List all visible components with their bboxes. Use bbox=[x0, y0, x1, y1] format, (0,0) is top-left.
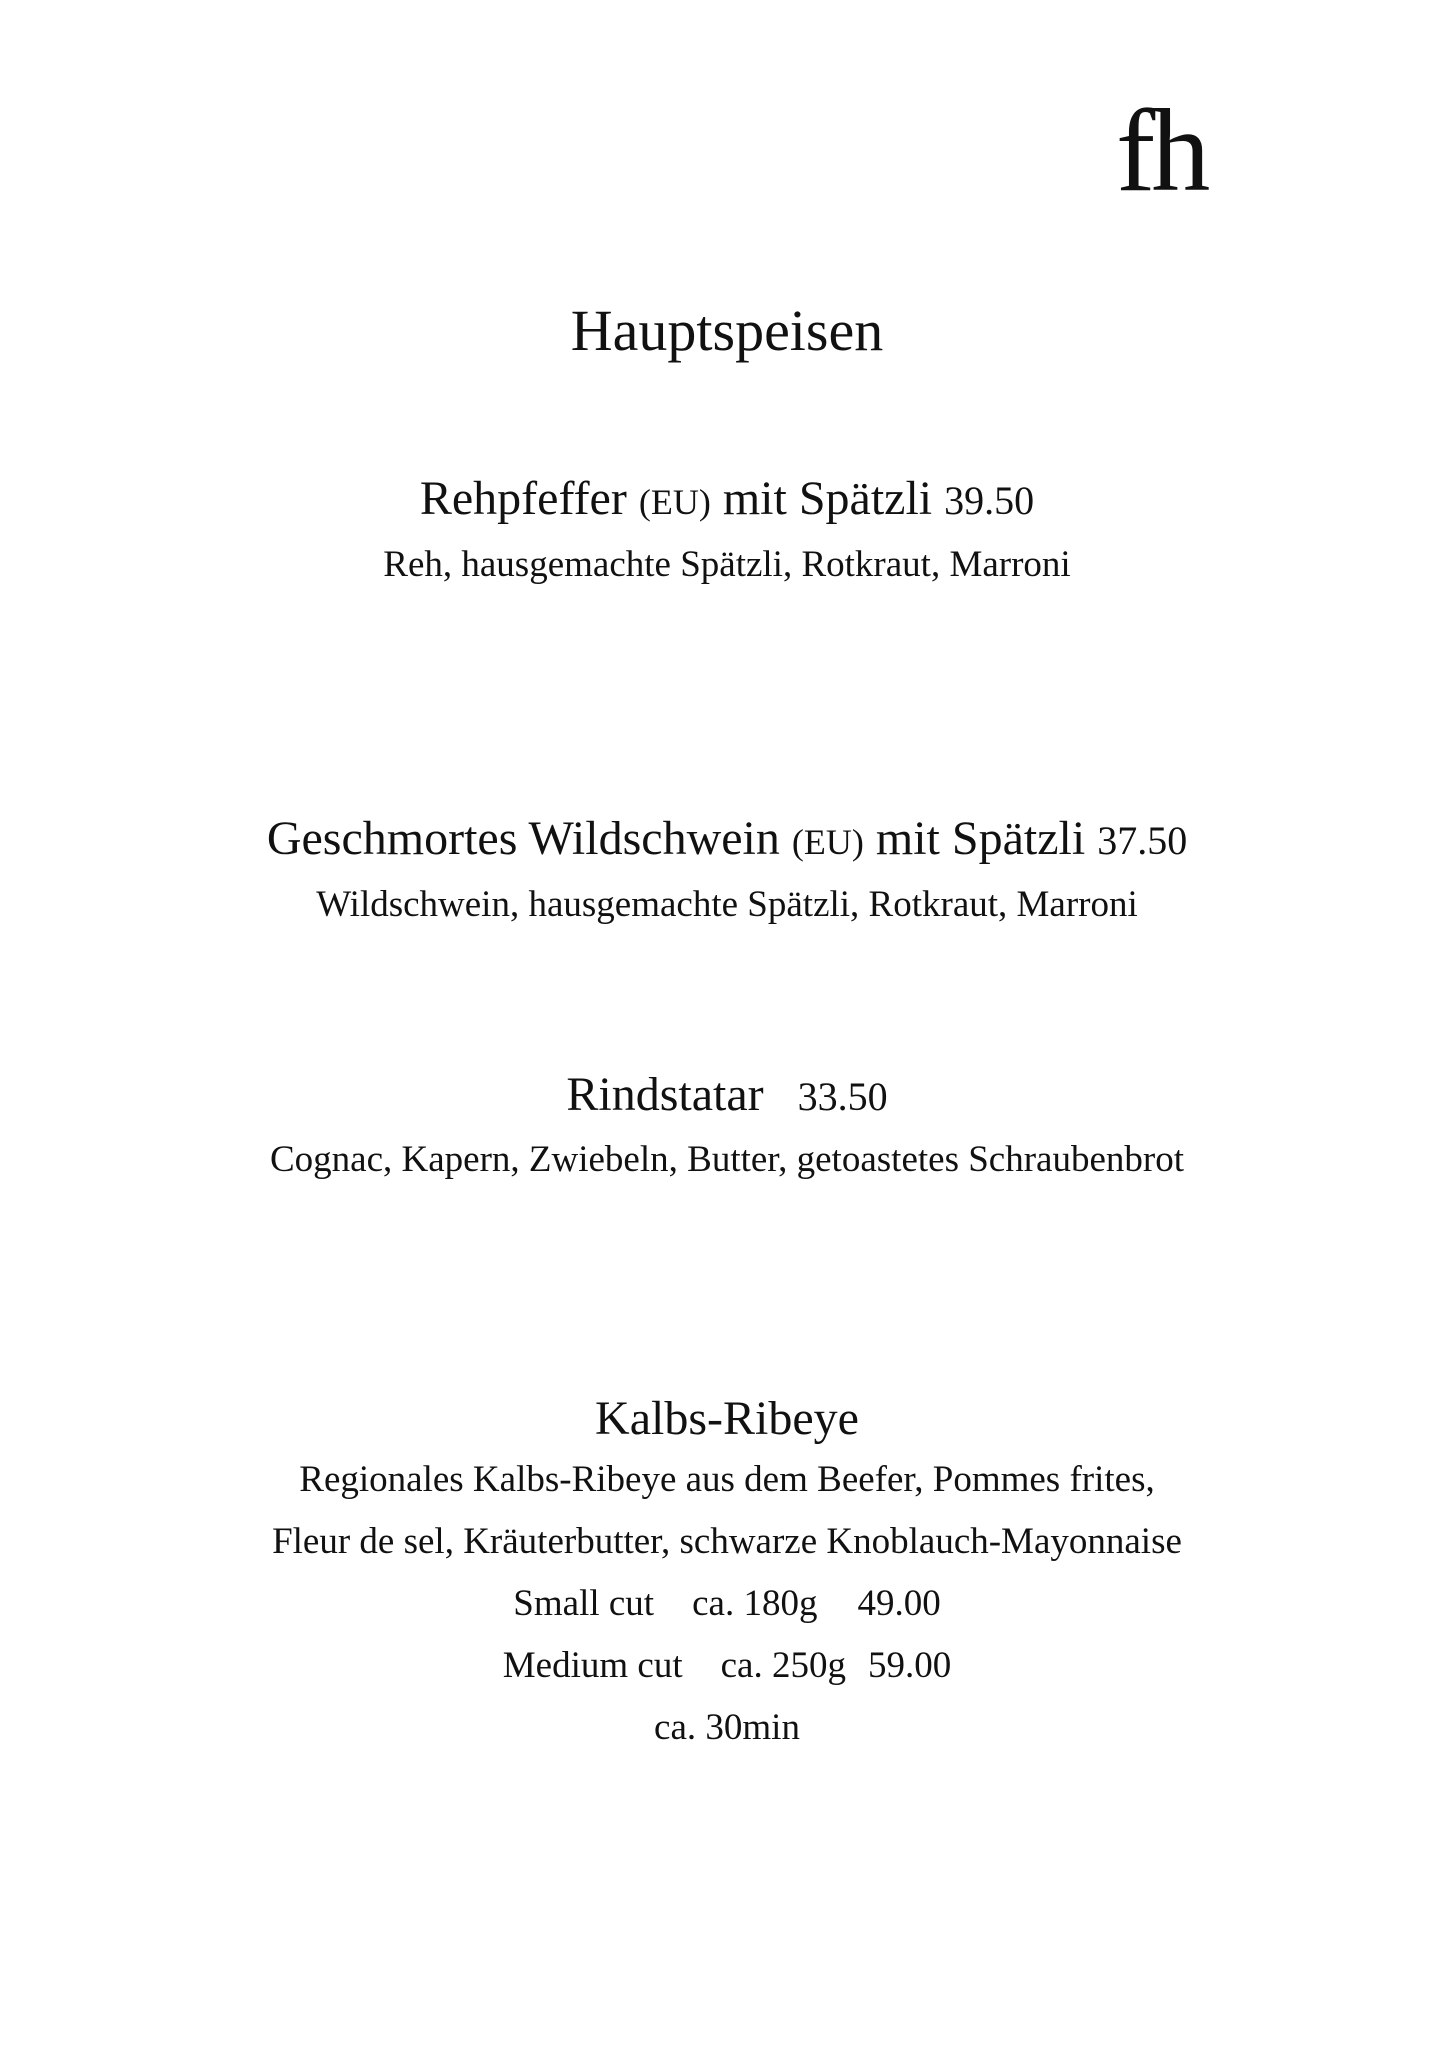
dish-title-line bbox=[0, 470, 1454, 531]
dish-description: Cognac, Kapern, Zwiebeln, Butter, getoastetes Schraubenbrot bbox=[270, 1139, 1184, 1180]
dish-option-medium bbox=[0, 1636, 1454, 1696]
dish-rindstatar bbox=[0, 1066, 1454, 1190]
dish-name: Kalbs-Ribeye bbox=[595, 1392, 859, 1445]
option-price: 49.00 bbox=[857, 1583, 941, 1624]
dish-option-small bbox=[0, 1574, 1454, 1634]
option-price: 59.00 bbox=[867, 1645, 952, 1686]
dish-name: Geschmortes Wildschwein bbox=[266, 812, 780, 865]
dish-title-line bbox=[0, 1066, 1454, 1126]
dish-title-line bbox=[0, 1390, 1454, 1448]
option-cut: Medium cut bbox=[502, 1645, 683, 1686]
dish-description-line: Fleur de sel, Kräuterbutter, schwarze Knoblauch-Mayonnaise bbox=[272, 1521, 1182, 1562]
option-weight: ca. 250g bbox=[720, 1645, 846, 1686]
dish-suffix: mit Spätzli bbox=[722, 472, 933, 525]
dish-rehpfeffer bbox=[0, 470, 1454, 595]
dish-prep-time: ca. 30min bbox=[654, 1707, 800, 1748]
dish-price: 37.50 bbox=[1097, 818, 1188, 863]
dish-description-line: Regionales Kalbs-Ribeye aus dem Beefer, Pommes frites, bbox=[299, 1459, 1155, 1500]
dish-description: Reh, hausgemachte Spätzli, Rotkraut, Marroni bbox=[383, 544, 1071, 585]
dish-origin: (EU) bbox=[791, 822, 864, 862]
page-title: Hauptspeisen bbox=[570, 298, 884, 363]
restaurant-logo: fh bbox=[1116, 85, 1207, 216]
dish-price: 33.50 bbox=[797, 1074, 888, 1119]
dish-price: 39.50 bbox=[944, 478, 1035, 523]
dish-name: Rehpfeffer bbox=[419, 472, 627, 525]
dish-title-line bbox=[0, 810, 1454, 871]
dish-kalbs-ribeye bbox=[0, 1390, 1454, 1758]
dish-wildschwein bbox=[0, 810, 1454, 935]
option-weight: ca. 180g bbox=[692, 1583, 818, 1624]
dish-suffix: mit Spätzli bbox=[875, 812, 1086, 865]
dish-origin: (EU) bbox=[638, 482, 711, 522]
dish-description: Wildschwein, hausgemachte Spätzli, Rotkraut, Marroni bbox=[316, 884, 1138, 925]
option-cut: Small cut bbox=[513, 1583, 655, 1624]
dish-name: Rindstatar bbox=[566, 1068, 764, 1121]
